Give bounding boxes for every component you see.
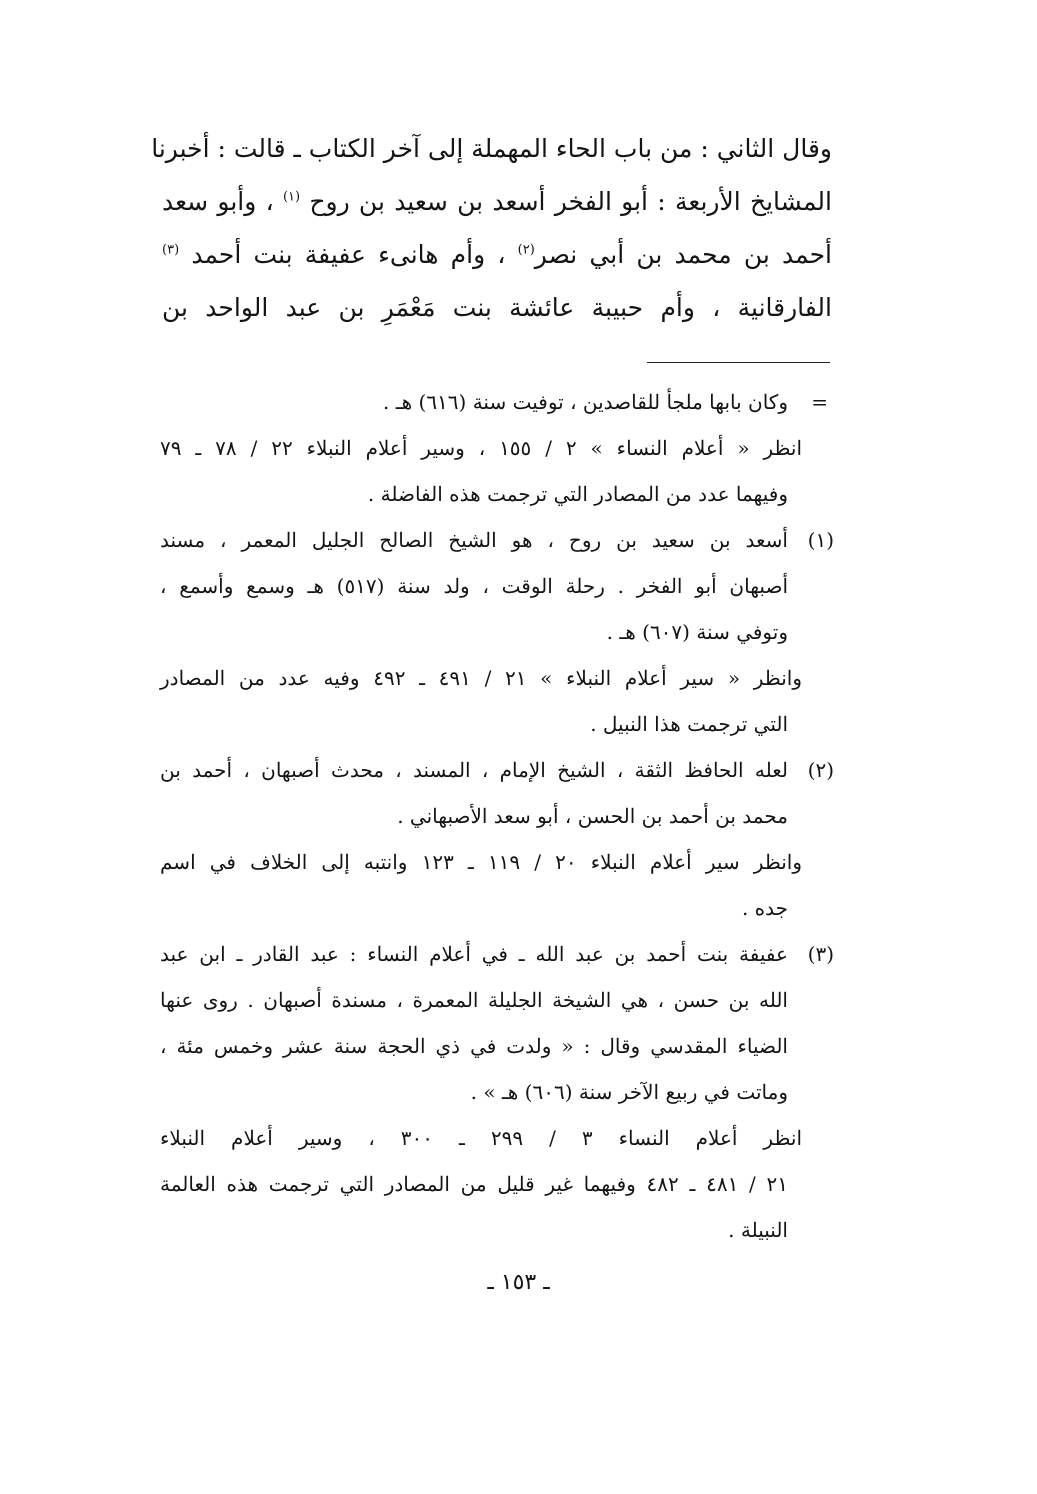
footnote-3-line: الله بن حسن ، هي الشيخة الجليلة المعمرة ، مسندة أصبهان . روى عنها <box>160 988 788 1012</box>
footnotes <box>160 379 832 1253</box>
footnote-continuation: = وكان بابها ملجأ للقاصدين ، توفيت سنة (٦١٦) هـ . <box>383 390 828 414</box>
footnote-2-line: جده . <box>741 896 788 920</box>
footnote-3-number: (٣) <box>807 942 834 966</box>
main-line-4: الفارقانية ، وأم حبيبة عائشة بنت مَعْمَرِ بن عبد الواحد بن <box>162 293 832 322</box>
footnote-ref-1[interactable]: (١) <box>282 189 301 205</box>
footnote-3-line: النبيلة . <box>728 1218 788 1242</box>
footnote-separator <box>647 362 830 363</box>
footnote-2-line: وانظر سير أعلام النبلاء ٢٠ / ١١٩ ـ ١٢٣ وانتبه إلى الخلاف في اسم <box>160 850 803 874</box>
footnote-3-line: ٢١ / ٤٨١ ـ ٤٨٢ وفيهما غير قليل من المصادر التي ترجمت هذه العالمة <box>160 1172 788 1196</box>
footnote-2-number: (٢) <box>807 758 834 782</box>
page-number: ـ ١٥٣ ـ <box>487 1270 550 1295</box>
footnote-continuation-line: انظر « أعلام النساء » ٢ / ١٥٥ ، وسير أعلام النبلاء ٢٢ / ٧٨ ـ ٧٩ <box>160 436 803 460</box>
footnote-1-number: (١) <box>807 528 834 552</box>
footnote-3: (٣) عفيفة بنت أحمد بن عبد الله ـ في أعلام النساء : عبد القادر ـ ابن عبد <box>160 931 832 977</box>
footnote-1-line: وانظر « سير أعلام النبلاء » ٢١ / ٤٩١ ـ ٤٩٢ وفيه عدد من المصادر <box>160 666 802 690</box>
main-line-2: المشايخ الأربعة : أبو الفخر أسعد بن سعيد بن روح $^{(١)}$ ، وأبو سعد <box>162 187 832 216</box>
footnote-ref-3[interactable]: (٣) <box>162 242 180 258</box>
main-text <box>151 122 832 334</box>
footnote-2: (٢) لعله الحافظ الثقة ، الشيخ الإمام ، المسند ، محدث أصبهان ، أحمد بن <box>160 747 832 793</box>
footnote-3-line: الضياء المقدسي وقال : « ولدت في ذي الحجة سنة عشر وخمس مئة ، <box>160 1034 788 1058</box>
main-line-1: وقال الثاني : من باب الحاء المهملة إلى آخر الكتاب ـ قالت : أخبرنا <box>151 134 832 163</box>
footnote-ref-2[interactable]: (٢) <box>517 242 535 258</box>
footnote-1-line: التي ترجمت هذا النبيل . <box>590 712 788 736</box>
footnote-1-line: أصبهان أبو الفخر . رحلة الوقت ، ولد سنة (٥١٧) هـ وسمع وأسمع ، <box>160 574 788 598</box>
footnote-1-line: وتوفي سنة (٦٠٧) هـ . <box>606 620 788 644</box>
footnote-1: (١) أسعد بن سعيد بن روح ، هو الشيخ الصالح الجليل المعمر ، مسند <box>160 517 832 563</box>
footnote-continuation-line: وفيهما عدد من المصادر التي ترجمت هذه الفاضلة . <box>367 482 788 506</box>
footnote-2-line: محمد بن أحمد بن الحسن ، أبو سعد الأصبهاني . <box>397 804 788 828</box>
footnote-3-line: وماتت في ربيع الآخر سنة (٦٠٦) هـ » . <box>470 1080 788 1104</box>
main-line-3: أحمد بن محمد بن أبي نصر$^{(٢)}$ ، وأم هانىء عفيفة بنت أحمد $^{(٣)}$ <box>162 240 832 269</box>
footnote-3-line: انظر أعلام النساء ٣ / ٢٩٩ ـ ٣٠٠ ، وسير أعلام النبلاء <box>160 1126 802 1150</box>
